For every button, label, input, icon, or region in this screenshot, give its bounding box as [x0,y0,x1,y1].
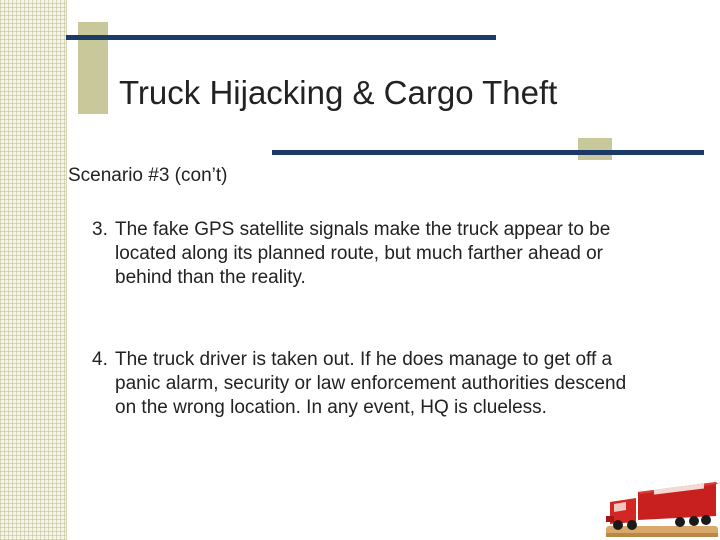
decorative-navy-bar-mid [272,150,704,155]
slide-subtitle: Scenario #3 (con’t) [68,165,228,186]
slide-title: Truck Hijacking & Cargo Theft [119,74,558,111]
list-item [92,348,652,420]
list-item-number: 4. [92,349,108,370]
decorative-navy-bar [66,35,496,40]
list-item-number: 3. [92,219,108,240]
toy-truck-icon [602,476,720,540]
decorative-tan-block-right [578,138,612,160]
list-item [92,218,652,290]
list-item-text: The truck driver is taken out. If he does manage to get off a panic alarm, security or law enforcement authorities descend on the wrong location. In any event, HQ is clueless. [115,349,627,418]
list-item-text: The fake GPS satellite signals make the truck appear to be located along its planned route, but much farther ahead or behind than the reality. [115,219,611,288]
decorative-grid-strip [0,0,67,540]
